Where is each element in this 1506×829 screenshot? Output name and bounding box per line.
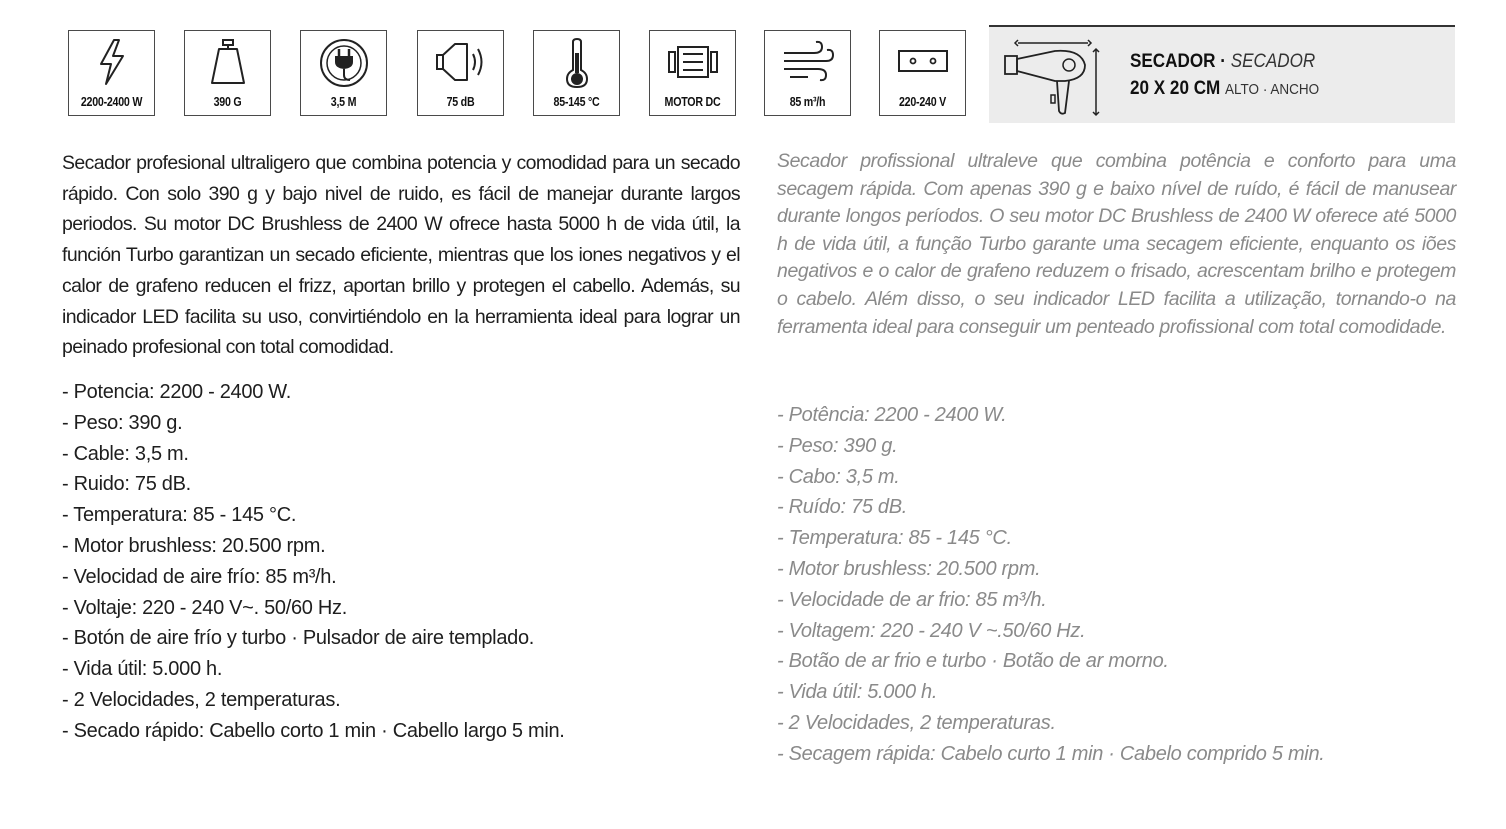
- product-name-es: SECADOR: [1130, 51, 1216, 72]
- spec-item: - Velocidade de ar frio: 85 m³/h.: [777, 588, 1047, 611]
- spec-voltage-label: 220-240 V: [899, 94, 946, 109]
- spec-item: - Potência: 2200 - 2400 W.: [777, 404, 1007, 426]
- spec-item: - Cable: 3,5 m.: [62, 442, 189, 465]
- spec-item: - Peso: 390 g.: [62, 411, 183, 434]
- spec-noise: [417, 30, 504, 116]
- spec-item: - Motor brushless: 20.500 rpm.: [777, 557, 1041, 580]
- weight-icon: [206, 37, 250, 87]
- spec-item: - Velocidad de aire frío: 85 m³/h.: [62, 565, 337, 588]
- motor-icon: [665, 37, 721, 87]
- spec-item: - Temperatura: 85 - 145 °C.: [62, 504, 297, 527]
- specs-list-es: [62, 377, 565, 747]
- spec-item: - 2 Velocidades, 2 temperaturas.: [777, 711, 1056, 734]
- spec-item: - Voltaje: 220 - 240 V~. 50/60 Hz.: [62, 596, 347, 619]
- speaker-sound-icon: [433, 37, 489, 87]
- spec-airflow-label: 85 m³/h: [789, 94, 826, 109]
- spec-item: - Botão de ar frio e turbo · Botão de ar morno.: [777, 650, 1169, 673]
- product-title: [1130, 51, 1315, 73]
- spec-motor: [649, 30, 736, 116]
- hair-dryer-dimensions-icon: [1003, 37, 1103, 117]
- spec-voltage: [879, 30, 966, 116]
- product-dimensions-value: 20 X 20 CM: [1130, 78, 1221, 99]
- spec-power-label: 2200-2400 W: [80, 94, 143, 109]
- plug-cable-icon: [318, 37, 370, 89]
- socket-icon: [895, 37, 951, 87]
- spec-item: - 2 Velocidades, 2 temperaturas.: [62, 688, 341, 711]
- specs-list-pt: [777, 400, 1325, 770]
- description-pt: Secador profissional ultraleve que combina potência e conforto para uma secagem rápida. Com apenas 390 g e baixo nível de ruído, é fácil de manusear durante longos períodos. O seu motor DC Brushless de 2400 W oferece até 5000 h de vida útil, a função Turbo garante uma secagem eficiente, enquanto os iões negativos e o calor de grafeno reduzem o frisado, acrescentam brilho e protegem o cabelo. Além disso, o seu indicador LED facilita a utilização, tornando-o na ferramenta ideal para conseguir um penteado profissional com total comodidade.: [777, 150, 1456, 338]
- wind-icon: [780, 37, 836, 87]
- spec-cable-label: 3,5 M: [330, 94, 357, 109]
- product-panel: [989, 25, 1455, 123]
- description-es: Secador profesional ultraligero que combina potencia y comodidad para un secado rápido. Con solo 390 g y bajo nivel de ruido, es fácil de manejar durante largos periodos. Su motor DC Brushless de 2400 W ofrece hasta 5000 h de vida útil, la función Turbo garantizan un secado eficiente, mientras que los iones negativos y el calor de grafeno reducen el frizz, aportan brillo y protegen el cabello. Además, su indicador LED facilita su uso, convirtiéndolo en la herramienta ideal para lograr un peinado profesional con total comodidad.: [62, 152, 740, 359]
- product-dimensions-labels: ALTO · ANCHO: [1225, 81, 1320, 98]
- spec-item: - Voltagem: 220 - 240 V ~.50/60 Hz.: [777, 619, 1086, 642]
- spec-item: - Vida útil: 5.000 h.: [777, 681, 938, 704]
- product-dimensions: [1130, 78, 1319, 100]
- spec-item: - Peso: 390 g.: [777, 434, 898, 457]
- spec-power: [68, 30, 155, 116]
- spec-item: - Botón de aire frío y turbo · Pulsador de aire templado.: [62, 627, 535, 650]
- spec-item: - Vida útil: 5.000 h.: [62, 658, 223, 681]
- thermometer-icon: [557, 37, 597, 89]
- product-name-pt: SECADOR: [1230, 51, 1316, 72]
- spec-weight: [184, 30, 271, 116]
- spec-item: - Temperatura: 85 - 145 °C.: [777, 527, 1012, 550]
- spec-weight-label: 390 G: [213, 94, 242, 109]
- spec-motor-label: MOTOR DC: [664, 94, 721, 109]
- spec-item: - Secado rápido: Cabello corto 1 min · Cabello largo 5 min.: [62, 719, 565, 742]
- spec-temperature-label: 85-145 °C: [553, 94, 600, 109]
- spec-item: - Ruido: 75 dB.: [62, 473, 191, 496]
- spec-item: - Ruído: 75 dB.: [777, 496, 908, 519]
- spec-noise-label: 75 dB: [446, 94, 475, 109]
- spec-item: - Motor brushless: 20.500 rpm.: [62, 534, 326, 557]
- spec-item: - Cabo: 3,5 m.: [777, 465, 900, 488]
- lightning-icon: [92, 37, 132, 87]
- spec-item: - Potencia: 2200 - 2400 W.: [62, 381, 292, 403]
- spec-item: - Secagem rápida: Cabelo curto 1 min · Cabelo comprido 5 min.: [777, 742, 1325, 765]
- product-name-separator: ·: [1215, 51, 1231, 72]
- spec-airflow: [764, 30, 851, 116]
- spec-cable: [300, 30, 387, 116]
- spec-temperature: [533, 30, 620, 116]
